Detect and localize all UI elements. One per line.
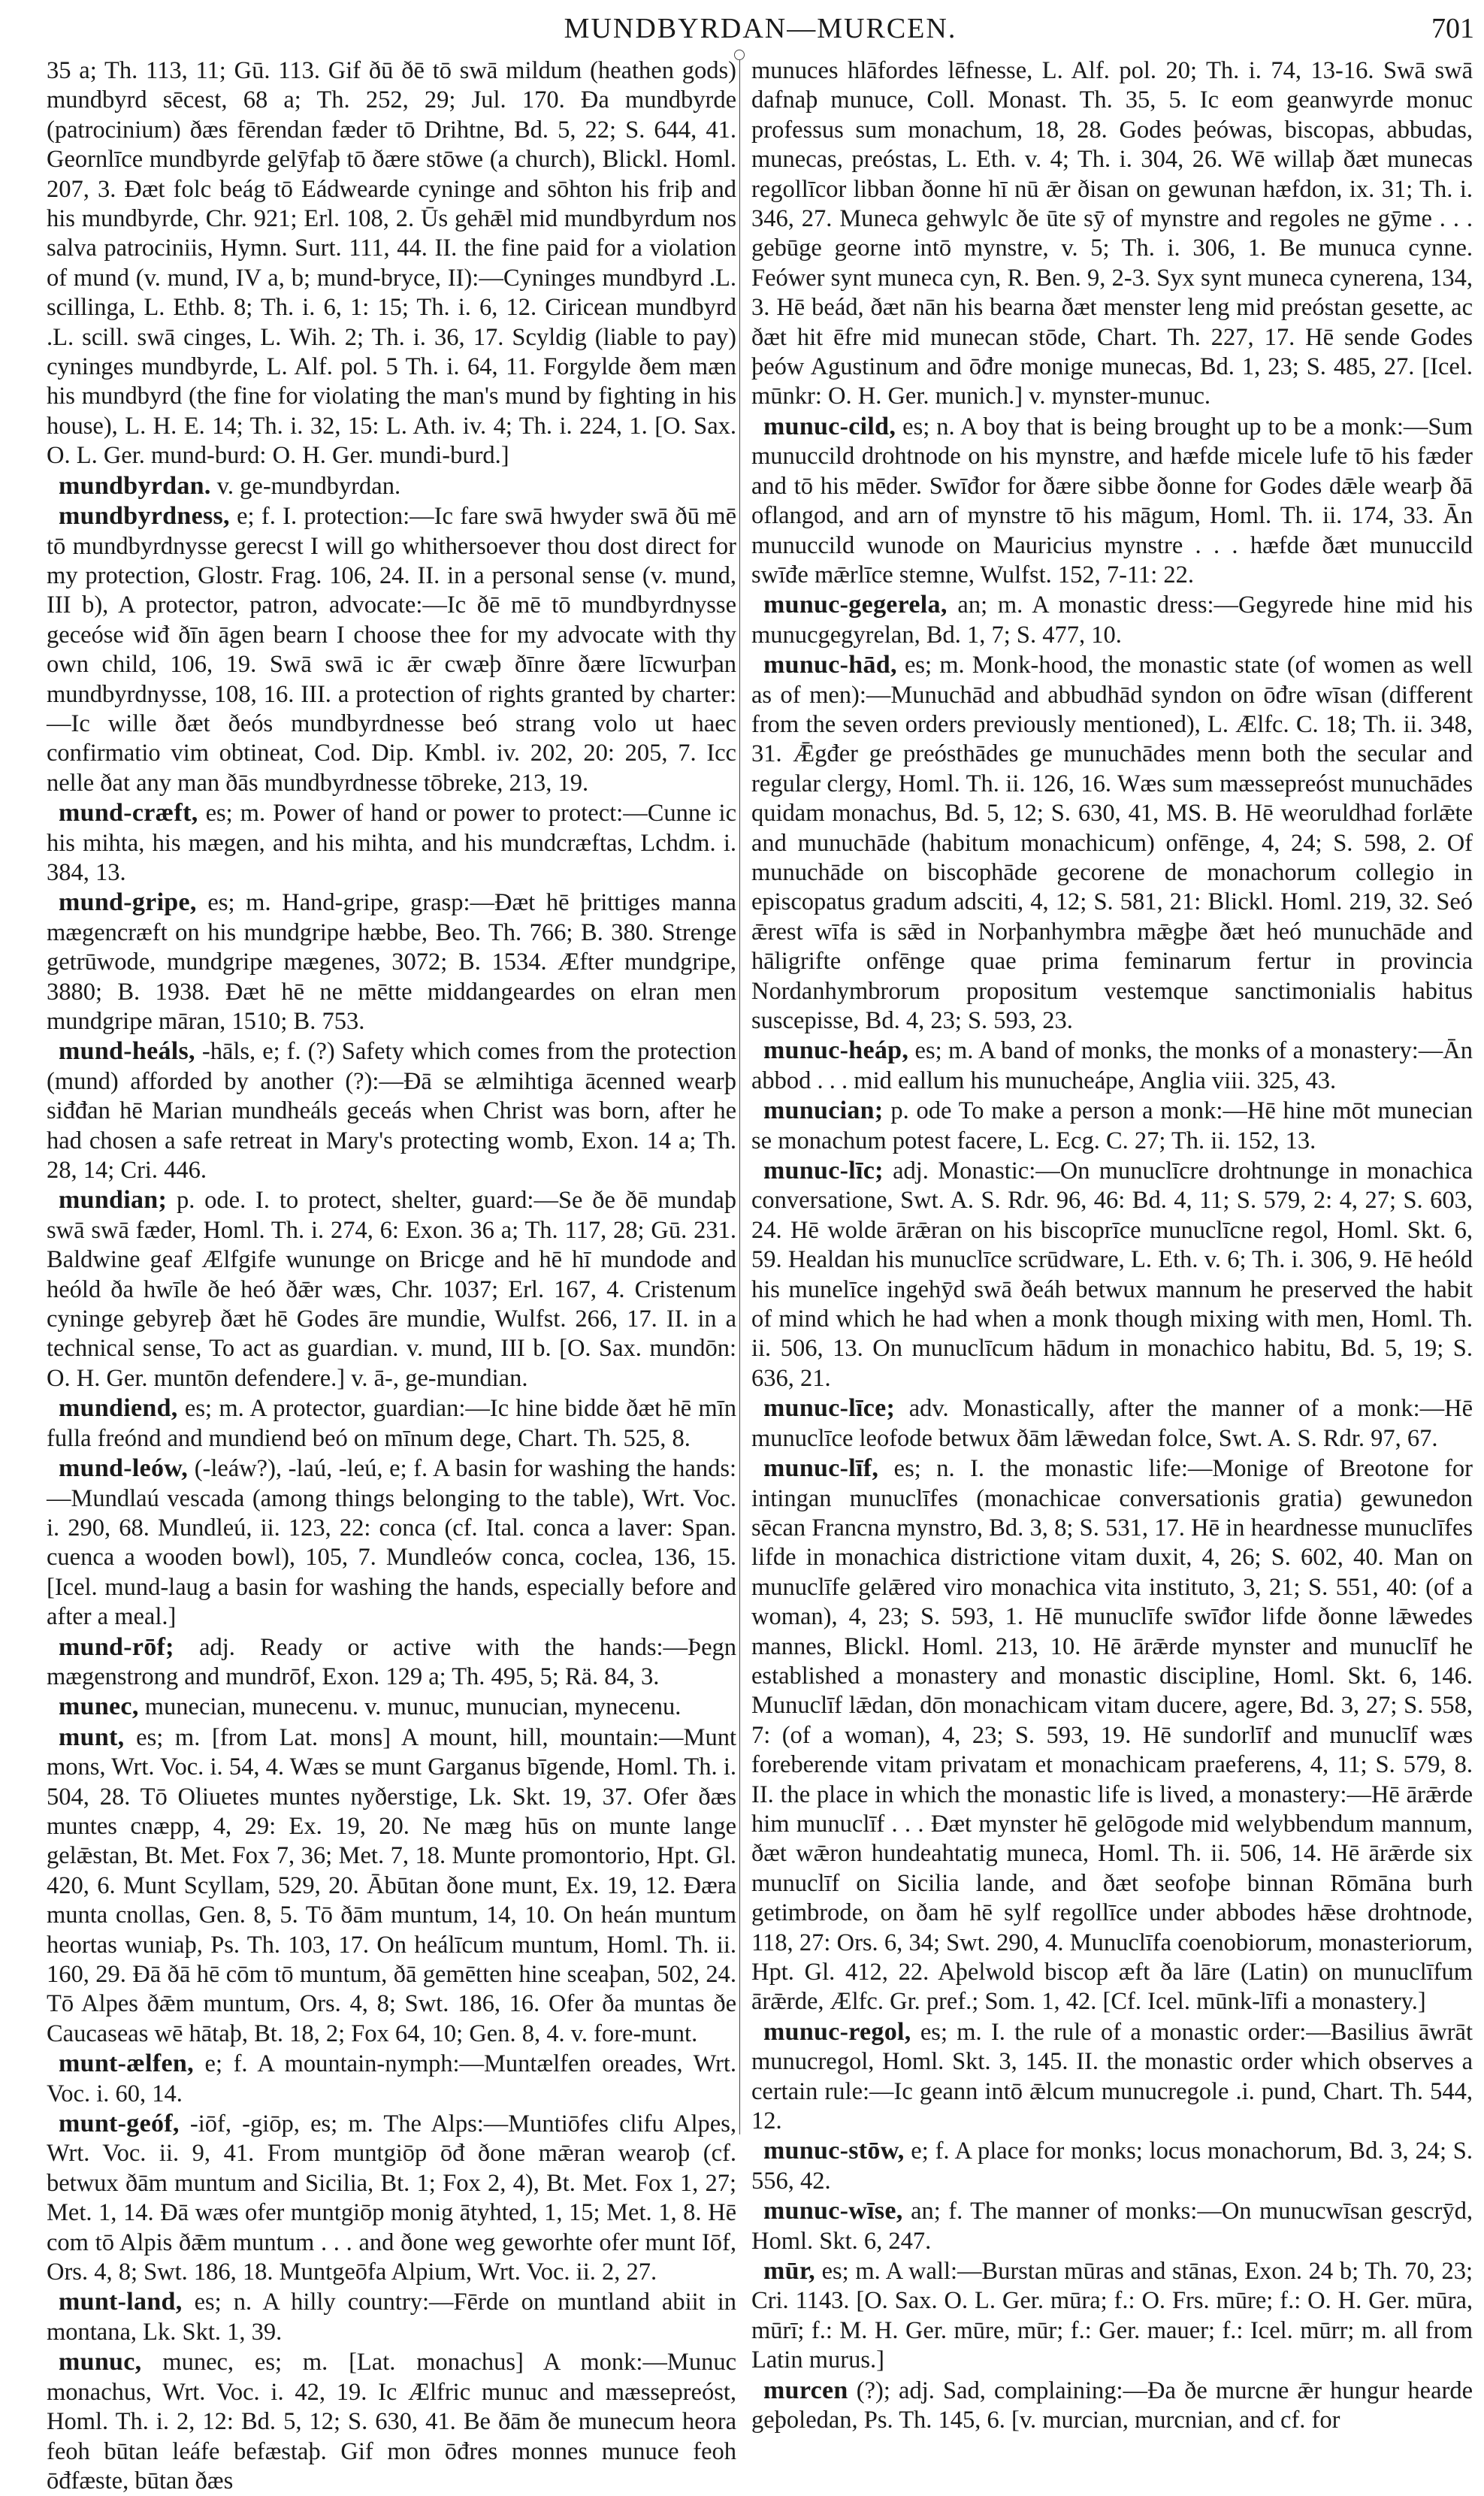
dictionary-entry xyxy=(751,2256,1473,2376)
dictionary-entry xyxy=(751,412,1473,590)
entry-headword: mund-heáls, xyxy=(59,1037,195,1066)
dictionary-entry xyxy=(47,1692,736,1722)
entry-definition: es; n. A hilly country:—Fērde on muntland abiit in montana, Lk. Skt. 1, 39. xyxy=(47,2289,736,2346)
entry-definition: adv. Monastically, after the manner of a monk:—Hē munuclīce leofode betwux ðām lǣwedan folce, Swt. A. S. Rdr. 97, 67. xyxy=(751,1395,1473,1452)
dictionary-entry xyxy=(47,2287,736,2347)
column-rule-ornament xyxy=(734,50,745,60)
entry-definition: es; n. I. the monastic life:—Monige of Breotone for intingan munuclīfes (monachicae conversationis gratia) gewunedon sēcan Francna mynstro, Bd. 3, 8; S. 531, 17. Hē in heardnesse munuclīfes lifde in monachica districtione vitam duxit, 4, 26; S. 602, 40. Man on munuclīfe gelǣred viro monachica vita instituto, 3, 21; S. 551, 40: (of a woman), 4, 23; S. 593, 1. Hē munuclīfe swīđor lifde ðonne lǣwedes mannes, Blickl. Homl. 213, 10. Hē ārǣrde mynster and munuclīf he established a monastery and monastic discipline, Homl. Skt. 6, 146. Munuclīf lǣdan, dōn monachicam vitam ducere, agere, Bd. 3, 27; S. 558, 7: (of a woman), 4, 23; S. 593, 19. Hē sundorlīf and munuclīf wæs foreberende vitam privatam et monachicam praeferens, 4, 11; S. 579, 8. II. the place in which the monastic life is lived, a monastery:—Hē ārǣrde him munuclīf . . . Ðæt mynster hē gelōgode mid welybbendum mannum, ðæt wǣron hundeahtatig muneca, Homl. Th. ii. 506, 14. Hē ārǣrde six munuclīf on Sicilia lande, and ðæt seofoþe binnan Rōmāna burh getimbrode, on ðam hē sylf regollīce under abbodes hǣse drohtnode, 118, 27: Ors. 6, 34; Swt. 290, 4. Munuclīfa coenobiorum, monasteriorum, Hpt. Gl. 412, 22. Aþelwold biscop æft ða lāre (Latin) on munuclīfum ārǣrde, Ælfc. Gr. pref.; Som. 1, 42. [Cf. Icel. mūnk-līfi a monastery.] xyxy=(751,1455,1473,2016)
entry-headword: mund-gripe, xyxy=(59,888,197,917)
entry-headword: munuc-stōw, xyxy=(763,2137,905,2165)
dictionary-entry xyxy=(751,2376,1473,2436)
entry-definition: an; f. The manner of monks:—On munucwīsan gescrȳd, Homl. Skt. 6, 247. xyxy=(751,2198,1473,2255)
right-column xyxy=(751,56,1473,2436)
dictionary-entry xyxy=(751,2017,1473,2137)
entry-headword: mund-rōf; xyxy=(59,1632,174,1661)
entry-headword: munuc-wīse, xyxy=(763,2197,903,2225)
entry-definition: e; f. A mountain-nymph:—Muntælfen oreades, Wrt. Voc. i. 60, 14. xyxy=(47,2050,736,2107)
dictionary-entry xyxy=(47,2347,736,2496)
dictionary-entry xyxy=(751,590,1473,650)
entry-definition: es; m. Power of hand or power to protect:—Cunne ic his mihta, his mægen, and his mihta, and his mundcræftas, Lchdm. i. 384, 13. xyxy=(47,800,736,886)
entry-headword: munuc-līc; xyxy=(763,1157,884,1185)
entry-headword: munuc-līf, xyxy=(763,1454,879,1483)
dictionary-entry xyxy=(751,1454,1473,2017)
dictionary-entry xyxy=(47,1036,736,1185)
entry-headword: mundbyrdan. xyxy=(59,471,211,500)
left-column xyxy=(47,56,736,2496)
entry-headword: munt-ælfen, xyxy=(59,2050,194,2078)
entry-headword: munuc-heáp, xyxy=(763,1036,909,1065)
dictionary-entry xyxy=(47,1185,736,1393)
entry-definition: es; m. A wall:—Burstan mūras and stānas, Exon. 24 b; Th. 70, 23; Cri. 1143. [O. Sax. O. L. Ger. mūra; f.: O. Frs. mūre; f.: O. H. Ger. mūra, mūrī; f.: M. H. Ger. mūre, mūr; f.: Ger. mauer; f.: Icel. mūrr; m. all from Latin murus.] xyxy=(751,2258,1473,2374)
dictionary-entry xyxy=(47,2049,736,2109)
entry-definition: 35 a; Th. 113, 11; Gū. 113. Gif ðū ðē tō swā mildum (heathen gods) mundbyrd sēcest, 68 a; Th. 252, 29; Jul. 170. Ða mundbyrde (patrocinium) ðæs fērendan fæder tō Drihtne, Bd. 5, 22; S. 644, 41. Geornlīce mundbyrde gelȳfaþ tō ðære stōwe (a church), Blickl. Homl. 207, 3. Ðæt folc beág tō Eádwearde cyninge and sōhton his friþ and his mundbyrde, Chr. 921; Erl. 108, 2. Ūs gehǣl mid mundbyrdum nos salva patrociniis, Hymn. Surt. 111, 44. II. the fine paid for a violation of mund (v. mund, IV a, b; mund-bryce, II):—Cyninges mundbyrd .L. scillinga, L. Ethb. 8; Th. i. 6, 1: 15; Th. i. 6, 12. Ciricean mundbyrd .L. scill. swā cinges, L. Wih. 2; Th. i. 36, 17. Scyldig (liable to pay) cyninges mundbyrde, L. Alf. pol. 5 Th. i. 64, 11. Forgylde ðem mæn his mundbyrd (the fine for violating the man's mund by fighting in his house), L. H. E. 14; Th. i. 32, 15: L. Ath. iv. 4; Th. i. 224, 1. [O. Sax. O. L. Ger. mund-burd: O. H. Ger. mundi-burd.] xyxy=(47,57,736,470)
entry-definition: es; m. I. the rule of a monastic order:—Basilius āwrāt munucregol, Homl. Skt. 3, 145. II. the monastic order which observes a certain rule:—Ic geann intō ǣlcum munucregole .i. pund, Chart. Th. 544, 12. xyxy=(751,2018,1473,2135)
entry-headword: munt, xyxy=(59,1723,125,1751)
entry-definition: p. ode. I. to protect, shelter, guard:—Se ðe ðē mundaþ swā swā fæder, Homl. Th. i. 274, 6: Exon. 36 a; Th. 117, 28; Gū. 231. Baldwine geaf Ælfgife wununge on Bricge and hē hī mundode and heóld ða hwīle ðe heó ðǣr wæs, Chr. 1037; Erl. 167, 4. Cristenum cyninge gebyreþ ðæt hē Godes āre mundie, Wulfst. 266, 17. II. in a technical sense, To act as guardian. v. mund, III b. [O. Sax. mundōn: O. H. Ger. muntōn defendere.] v. ā-, ge-mundian. xyxy=(47,1187,736,1392)
entry-headword: mundbyrdness, xyxy=(59,502,230,531)
entry-definition: e; f. I. protection:—Ic fare swā hwyder swā ðū mē tō mundbyrdnysse gerecst I will go whithersoever thou dost direct for my protection, Glostr. Frag. 106, 24. II. in a personal sense (v. mund, III b), A protector, patron, advocate:—Ic ðē mē tō mundbyrdnysse geceóse wiđ ðīn āgen bearn I choose thee for my advocate with thy own child, 106, 19. Swā swā ic ǣr cwæþ ðīnre ðære līcwurþan mundbyrdnysse, 108, 16. III. a protection of rights granted by charter:—Ic wille ðæt ðeós mundbyrdnesse beó strang volo ut haec confirmatio vim obtineat, Cod. Dip. Kmbl. iv. 202, 20: 205, 7. Icc nelle ðat any man ðās mundbyrdnesse tōbreke, 213, 19. xyxy=(47,503,736,797)
entry-definition: adj. Ready or active with the hands:—Þegn mægenstrong and mundrōf, Exon. 129 a; Th. 495, 5; Rä. 84, 3. xyxy=(47,1633,736,1690)
entry-definition: adj. Monastic:—On munuclīcre drohtnunge in monachica conversatione, Swt. A. S. Rdr. 96, 46: Bd. 4, 11; S. 579, 2: 4, 27; S. 603, 24. Hē wolde ārǣran on his biscoprīce munuclīcne regol, Homl. Skt. 6, 59. Healdan his munuclīce scrūdware, L. Eth. v. 6; Th. i. 306, 9. Hē heóld his munelīce ingehȳd swā ðeáh betwux mannum he preserved the habit of mind which he had when a monk though mixing with men, Homl. Th. ii. 506, 13. On munuclīcum hādum in monachico habitu, Bd. 5, 19; S. 636, 21. xyxy=(751,1157,1473,1392)
column-divider xyxy=(739,60,740,2134)
dictionary-entry xyxy=(47,471,736,501)
entry-headword: mundian; xyxy=(59,1186,168,1215)
page-number: 701 xyxy=(1431,13,1474,44)
entry-definition: -iōf, -giōp, es; m. The Alps:—Muntiōfes clifu Alpes, Wrt. Voc. ii. 9, 41. From muntgiōp ōđ ðone mǣran wearoþ (cf. betwux ðām muntum and Sicilia, Bt. 1; Fox 2, 4), Bt. Met. Fox 1, 27; Met. 1, 14. Ðā wæs ofer muntgiōp monig ātyhted, 1, 15; Met. 1, 8. Hē com tō Alpis ðǣm muntum . . . and ðone weg geworhte ofer munt Iōf, Ors. 4, 8; Swt. 186, 18. Muntgeōfa Alpium, Wrt. Voc. ii. 2, 27. xyxy=(47,2110,736,2286)
dictionary-entry xyxy=(47,888,736,1036)
entry-definition: e; f. A place for monks; locus monachorum, Bd. 3, 24; S. 556, 42. xyxy=(751,2137,1473,2195)
entry-headword: munt-geóf, xyxy=(59,2110,180,2138)
entry-headword: mund-cræft, xyxy=(59,799,198,827)
entry-headword: munuc-regol, xyxy=(763,2017,911,2046)
dictionary-entry xyxy=(751,1393,1473,1454)
entry-headword: mund-leów, xyxy=(59,1454,189,1483)
dictionary-entry xyxy=(751,2196,1473,2256)
running-title: MUNDBYRDAN—MURCEN. xyxy=(564,13,957,44)
entry-definition: es; m. [from Lat. mons] A mount, hill, mountain:—Munt mons, Wrt. Voc. i. 54, 4. Wæs se munt Garganus bīgende, Homl. Th. i. 504, 28. Tō Oliuetes muntes nyðerstige, Lk. Skt. 19, 37. Ofer ðæs muntes cnæpp, 4, 29: Ex. 19, 20. Ne mæg hūs on munte lange gelǣstan, Bt. Met. Fox 7, 36; Met. 7, 18. Munte promontorio, Hpt. Gl. 420, 6. Munt Scyllam, 529, 20. Ābūtan ðone munt, Ex. 19, 12. Ðæra munta cnollas, Gen. 8, 5. Tō ðām muntum, 14, 10. On heán muntum heortas wuniaþ, Ps. Th. 103, 17. On heálīcum muntum, Homl. Th. ii. 160, 29. Ðā ðā hē cōm tō muntum, ðā gemētten hine sceaþan, 502, 24. Tō Alpes ðǣm muntum, Ors. 4, 8; Swt. 186, 16. Ofer ða muntas ðe Caucaseas wē hātaþ, Bt. 18, 2; Fox 64, 10; Gen. 8, 4. v. fore-munt. xyxy=(47,1723,736,2047)
dictionary-entry xyxy=(47,1454,736,1632)
entry-definition: munecian, munecenu. v. munuc, munucian, mynecenu. xyxy=(138,1693,682,1721)
dictionary-entry xyxy=(751,1156,1473,1393)
dictionary-entry xyxy=(47,2109,736,2287)
entry-continuation xyxy=(47,56,736,471)
dictionary-entry xyxy=(47,1723,736,2049)
dictionary-entry xyxy=(751,2136,1473,2196)
entry-definition: munec, es; m. [Lat. monachus] A monk:—Munuc monachus, Wrt. Voc. i. 42, 19. Ic Ælfric munuc and mæssepreóst, Homl. Th. i. 2, 12: Bd. 5, 12; S. 630, 41. Be ðām ðe munecum heora feoh būtan leáfe befæstaþ. Gif mon ōđres monnes munuce feoh ōđfæste, būtan ðæs xyxy=(47,2349,736,2494)
entry-definition: es; m. A protector, guardian:—Ic hine bidde ðæt hē mīn fulla freónd and mundiend beó on mīnum dege, Chart. Th. 525, 8. xyxy=(47,1395,736,1452)
entry-headword: mūr, xyxy=(763,2257,815,2286)
entry-definition: (?); adj. Sad, complaining:—Ða ðe murcne ǣr hungur hearde geþoledan, Ps. Th. 145, 6. [v. murcian, murcnian, and cf. for xyxy=(751,2376,1473,2434)
entry-definition: es; n. A boy that is being brought up to be a monk:—Sum munuccild drohtnode on his mynstre, and hæfde micele lufe tō his fæder and tō his mēder. Swīđor for ðære sibbe ðonne for Godes dǣle wearþ ðā oflangod, and arn of mynstre tō his māgum, Homl. Th. ii. 174, 33. Ān munuccild wunode on Mauricius mynstre . . . hæfde ðæt munuccild swīđe mǣrlīce stemne, Wulfst. 152, 7-11: 22. xyxy=(751,413,1473,588)
entry-headword: munuc-cild, xyxy=(763,412,896,440)
dictionary-entry xyxy=(47,1393,736,1454)
entry-definition: munuces hlāfordes lēfnesse, L. Alf. pol. 20; Th. i. 74, 13-16. Swā swā dafnaþ munuce, Coll. Monast. Th. 35, 5. Ic eom geanwyrde monuc professus sum monachum, 18, 28. Godes þeówas, biscopas, abbudas, munecas, preóstas, L. Eth. v. 4; Th. i. 304, 26. Wē willaþ ðæt munecas regollīcor libban ðonne hī nū ǣr ðisan on gewunan hæfdon, ix. 31; Th. i. 346, 27. Muneca gehwylc ðe ūte sȳ of mynstre and regoles ne gȳme . . . gebūge georne intō mynstre, v. 5; Th. i. 306, 1. Be munuca cynne. Feówer synt muneca cyn, R. Ben. 9, 2-3. Syx synt muneca cynerena, 134, 3. Hē beád, ðæt nān his bearna ðæt menster leng mid preóstan gesette, ac ðæt hit ēfre mid munecan stōde, Chart. Th. 227, 17. Hē sende Godes þeów Agustinum and ōđre monige munecas, Bd. 1, 23; S. 485, 27. [Icel. mūnkr: O. H. Ger. munich.] v. mynster-munuc. xyxy=(751,57,1473,410)
entry-definition: -hāls, e; f. (?) Safety which comes from the protection (mund) afforded by another (?):—Ðā se ælmihtiga ācenned wearþ siđđan hē Marian mundheáls geceás when Christ was born, after he had chosen a safe retreat in Mary's protecting womb, Exon. 14 a; Th. 28, 14; Cri. 446. xyxy=(47,1038,736,1184)
entry-headword: munuc-gegerela, xyxy=(763,591,948,619)
entry-definition: es; m. Monk-hood, the monastic state (of women as well as of men):—Munuchād and abbudhād syndon on ōđre wīsan (different from the seven orders previously mentioned), L. Ælfc. C. 18; Th. ii. 348, 31. Ǣgđer ge preósthādes ge munuchādes menn both the secular and regular clergy, Homl. Th. ii. 126, 16. Wæs sum mæssepreóst munuchādes quidam monachus, Bd. 5, 12; S. 630, 41, MS. B. Hē weoruldhad forlǣte and munuchāde (habitum monachicum) onfēnge, 4, 24; S. 598, 2. Of munuchāde on biscophāde gecorene de monachorum collegio in episcopatus gradum adsciti, 4, 12; S. 581, 21: Blickl. Homl. 219, 32. Seó ǣrest wīfa is sǣd in Norþanhymbra mǣgþe ðæt heó munuchāde and hāligrifte onfēnge quae prima feminarum fertur in provincia Nordanhymbrorum propositum vestemque sanctimonialis habitus suscepisse, Bd. 4, 23; S. 593, 23. xyxy=(751,652,1473,1034)
dictionary-entry xyxy=(47,1632,736,1693)
entry-headword: munec, xyxy=(59,1693,139,1721)
entry-headword: murcen xyxy=(763,2376,848,2404)
entry-headword: munt-land, xyxy=(59,2288,183,2316)
dictionary-entry xyxy=(751,1036,1473,1096)
dictionary-entry xyxy=(47,501,736,798)
entry-definition: es; m. Hand-gripe, grasp:—Ðæt hē þrittiges manna mægencræft on his mundgripe hæbbe, Beo. Th. 766; B. 380. Strenge getrūwode, mundgripe mægenes, 3072; B. 1534. Æfter mundgripe, 3880; B. 1938. Ðæt hē ne mētte middangeardes on elran men mundgripe māran, 1510; B. 753. xyxy=(47,889,736,1035)
entry-headword: munuc, xyxy=(59,2348,142,2376)
dictionary-entry xyxy=(47,798,736,888)
entry-definition: p. ode To make a person a monk:—Hē hine mōt munecian se monachum potest facere, L. Ecg. C. 27; Th. ii. 152, 13. xyxy=(751,1097,1473,1154)
page-header xyxy=(47,9,1474,54)
entry-headword: munuc-līce; xyxy=(763,1394,896,1423)
entry-headword: mundiend, xyxy=(59,1394,178,1423)
entry-definition: (-leáw?), -laú, -leú, e; f. A basin for washing the hands:—Mundlaú vescada (among things belonging to the table), Wrt. Voc. i. 290, 68. Mundleú, ii. 123, 22: conca (cf. Ital. conca a laver: Span. cuenca a wooden bowl), 105, 7. Mundleów conca, coclea, 136, 15. [Icel. mund-laug a basin for washing the hands, especially before and after a meal.] xyxy=(47,1455,736,1631)
dictionary-entry xyxy=(751,1096,1473,1156)
entry-headword: munucian; xyxy=(763,1097,884,1125)
entry-definition: es; m. A band of monks, the monks of a monastery:—Ān abbod . . . mid eallum his munucheápe, Anglia viii. 325, 43. xyxy=(751,1037,1473,1094)
entry-definition: v. ge-mundbyrdan. xyxy=(210,472,401,500)
entry-continuation xyxy=(751,56,1473,412)
dictionary-entry xyxy=(751,650,1473,1036)
entry-headword: munuc-hād, xyxy=(763,651,897,679)
entry-definition: an; m. A monastic dress:—Gegyrede hine mid his munucgegyrelan, Bd. 1, 7; S. 477, 10. xyxy=(751,591,1473,649)
